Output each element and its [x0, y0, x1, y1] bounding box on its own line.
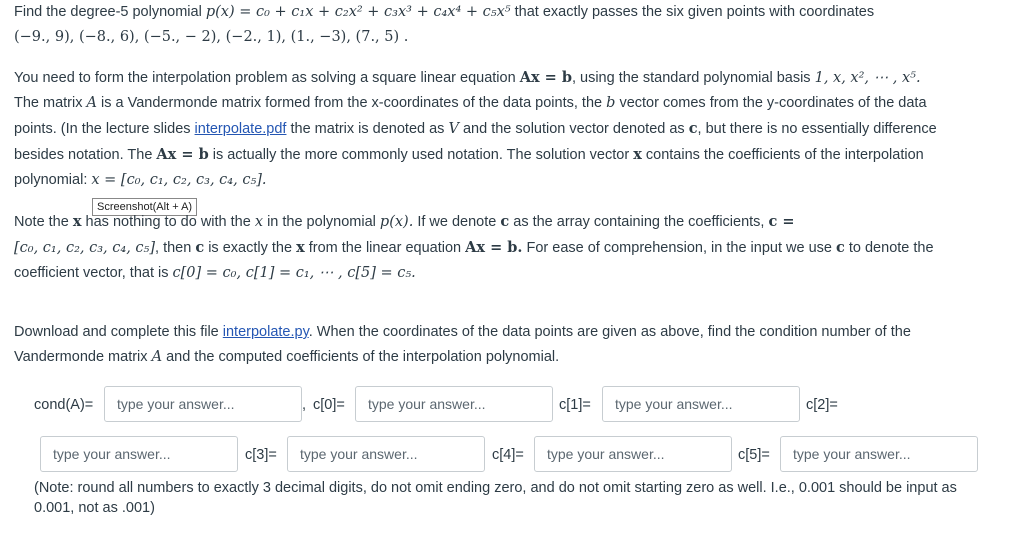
text: contains the coefficients of the interpolation	[645, 147, 924, 163]
question-intro	[14, 0, 1021, 50]
c3-label: c[3]=	[245, 447, 277, 463]
text: and the computed coefficients of the interpolation polynomial.	[166, 349, 560, 365]
c5-label: c[5]=	[738, 447, 770, 463]
c5-input[interactable]	[780, 436, 978, 472]
text: Note the	[14, 214, 69, 230]
c0-input[interactable]	[355, 386, 553, 422]
intro-after: that exactly passes the six given points with coordinates	[514, 4, 875, 20]
text: Vandermonde matrix	[14, 349, 148, 365]
comma-separator: ,	[302, 397, 307, 413]
c0-label: c[0]=	[313, 397, 345, 413]
text: is a Vandermonde matrix formed from the x-coordinates of the data points, the	[101, 95, 603, 111]
text: is exactly the	[208, 240, 293, 256]
equation: Ax = b	[156, 146, 209, 163]
vector-symbol: x	[72, 213, 82, 230]
c3-input[interactable]	[287, 436, 485, 472]
text: The matrix	[14, 95, 83, 111]
text: the matrix is denoted as	[290, 121, 445, 137]
text: from the linear equation	[308, 240, 462, 256]
text: , then	[155, 240, 192, 256]
text: besides notation. The	[14, 147, 153, 163]
text: to denote the	[848, 240, 934, 256]
note-line: 0.001, not as .001)	[34, 500, 155, 516]
text: If we denote	[417, 214, 497, 230]
intro-text: Find the degree-5 polynomial	[14, 4, 202, 20]
equation: c =	[768, 213, 795, 230]
text: points. (In the lecture slides	[14, 121, 191, 137]
vector-symbol: c	[688, 120, 698, 137]
vector-symbol: c	[500, 213, 510, 230]
text: is actually the more commonly used notation. The solution vector	[212, 147, 630, 163]
text: polynomial:	[14, 172, 88, 188]
text: Download and complete this file	[14, 324, 219, 340]
equation: Ax = b.	[465, 239, 523, 256]
paragraph-download	[14, 320, 1021, 370]
basis: 1, x, x², ⋯ , x⁵.	[814, 70, 921, 86]
paragraph-note	[14, 209, 1021, 286]
polynomial-formula: p(x) = c₀ + c₁x + c₂x² + c₃x³ + c₄x⁴ + c₅x⁵	[205, 4, 511, 20]
matrix-symbol: V	[448, 121, 459, 137]
text: and the solution vector denoted as	[462, 121, 685, 137]
equation: Ax = b	[519, 69, 572, 86]
vector-symbol: b	[606, 95, 616, 111]
polynomial-symbol: p(x).	[379, 214, 414, 230]
rounding-note	[34, 478, 1021, 518]
c1-label: c[1]=	[559, 397, 591, 413]
matrix-symbol: A	[86, 95, 98, 111]
data-points: (−9., 9), (−8., 6), (−5., − 2), (−2., 1), (1., −3), (7., 5) .	[14, 29, 409, 45]
c2-label: c[2]=	[806, 397, 838, 413]
paragraph-formulation	[14, 65, 1021, 193]
screenshot-tooltip: Screenshot(Alt + A)	[92, 198, 197, 216]
equation: x = [c₀, c₁, c₂, c₃, c₄, c₅].	[91, 172, 267, 188]
variable-symbol: x	[254, 214, 264, 230]
interpolate-py-link[interactable]: interpolate.py	[222, 324, 309, 340]
text: in the polynomial	[267, 214, 376, 230]
c1-input[interactable]	[602, 386, 800, 422]
vector-symbol: x	[296, 239, 305, 256]
text: You need to form the interpolation problem as solving a square linear equation	[14, 70, 516, 86]
c2-input[interactable]	[40, 436, 238, 472]
cond-input[interactable]	[104, 386, 302, 422]
cond-label: cond(A)=	[34, 397, 94, 413]
intro-line	[14, 0, 1021, 25]
text: , but there is no essentially difference	[697, 121, 937, 137]
text: , using the standard polynomial basis	[571, 70, 811, 86]
note-line: (Note: round all numbers to exactly 3 decimal digits, do not omit ending zero, and do not omit starting zero as well. I.e., 0.001 should be input as	[34, 480, 957, 496]
c4-input[interactable]	[534, 436, 732, 472]
vector-symbol: x	[633, 146, 642, 163]
equation: c[0] = c₀, c[1] = c₁, ⋯ , c[5] = c₅.	[172, 265, 416, 281]
text: coefficient vector, that is	[14, 265, 169, 281]
vector-symbol: c	[836, 239, 845, 256]
text: has nothing to do with the	[85, 214, 251, 230]
c4-label: c[4]=	[492, 447, 524, 463]
equation: [c₀, c₁, c₂, c₃, c₄, c₅]	[14, 240, 156, 256]
text: . When the coordinates of the data points are given as above, find the condition number of the	[308, 324, 911, 340]
vector-symbol: c	[195, 239, 205, 256]
text: as the array containing the coefficients,	[513, 214, 765, 230]
matrix-symbol: A	[151, 349, 163, 365]
text: For ease of comprehension, in the input we use	[526, 240, 832, 256]
interpolate-pdf-link[interactable]: interpolate.pdf	[194, 121, 287, 137]
text: vector comes from the y-coordinates of the data	[619, 95, 927, 111]
